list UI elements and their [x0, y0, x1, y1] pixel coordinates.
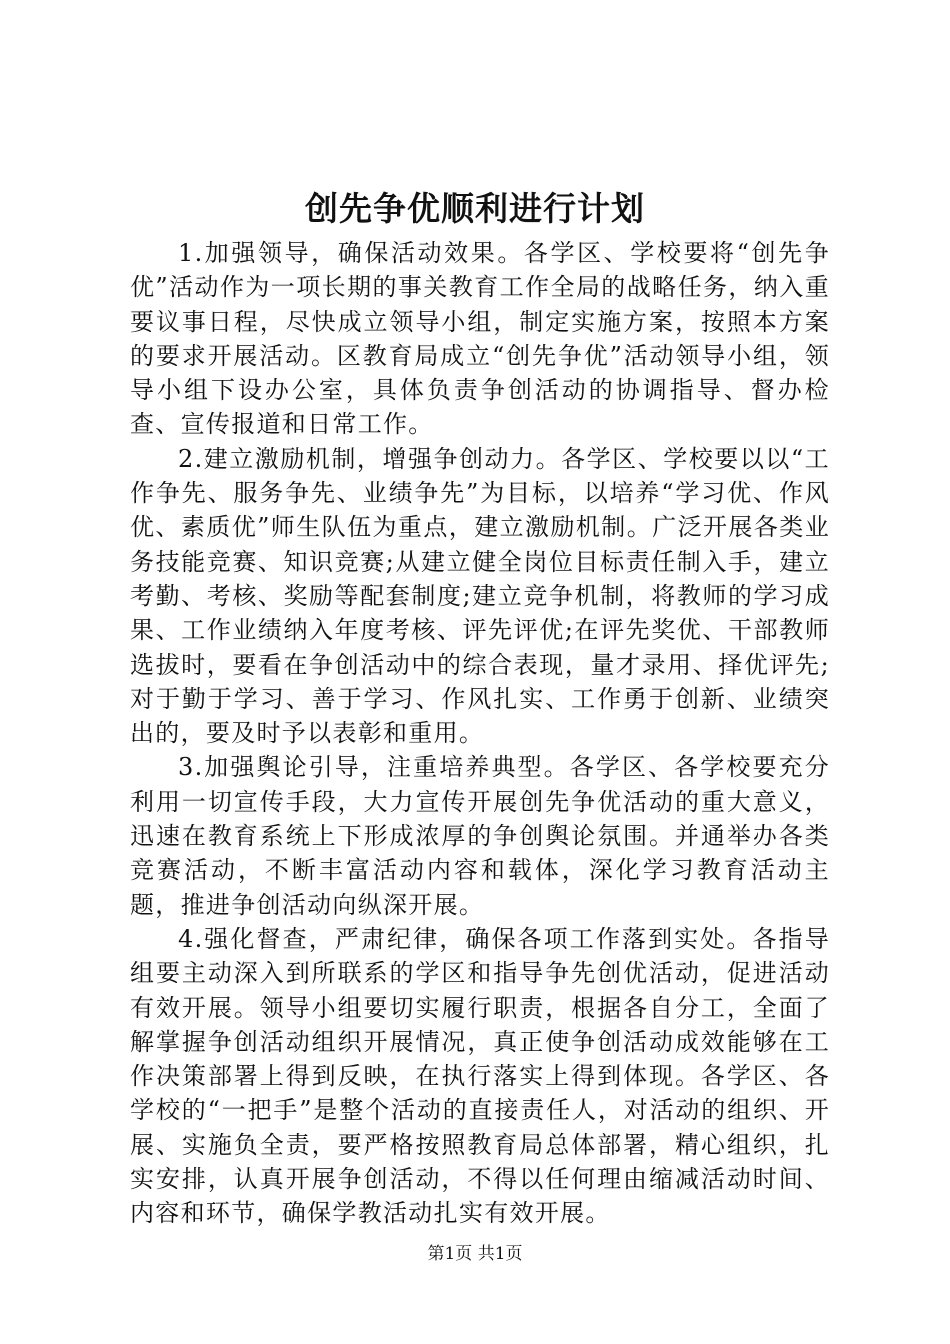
paragraph-1: 1.加强领导，确保活动效果。各学区、学校要将“创先争优”活动作为一项长期的事关教育工作全局的战略任务，纳入重要议事日程，尽快成立领导小组，制定实施方案，按照本方案的要求开展活动。区教育局成立“创先争优”活动领导小组，领导小组下设办公室，具体负责争创活动的协调指导、督办检查、宣传报道和日常工作。	[130, 239, 830, 439]
paragraph-4: 4.强化督查，严肃纪律，确保各项工作落到实处。各指导组要主动深入到所联系的学区和指导争先创优活动，促进活动有效开展。领导小组要切实履行职责，根据各自分工，全面了解掌握争创活动组织开展情况，真正使争创活动成效能够在工作决策部署上得到反映，在执行落实上得到体现。各学区、各学校的“一把手”是整个活动的直接责任人，对活动的组织、开展、实施负全责，要严格按照教育局总体部署，精心组织，扎实安排，认真开展争创活动，不得以任何理由缩减活动时间、内容和环节，确保学教活动扎实有效开展。	[130, 924, 830, 1228]
page-number-footer: 第1页 共1页	[427, 1244, 523, 1264]
paragraph-3: 3.加强舆论引导，注重培养典型。各学区、各学校要充分利用一切宣传手段，大力宣传开展创先争优活动的重大意义，迅速在教育系统上下形成浓厚的争创舆论氛围。并通举办各类竞赛活动，不断丰富活动内容和载体，深化学习教育活动主题，推进争创活动向纵深开展。	[130, 753, 830, 919]
document-body	[130, 236, 830, 1231]
document-title: 创先争优顺利进行计划	[305, 189, 645, 228]
paragraph-2: 2.建立激励机制，增强争创动力。各学区、学校要以以“工作争先、服务争先、业绩争先”为目标，以培养“学习优、作风优、素质优”师生队伍为重点，建立激励机制。广泛开展各类业务技能竞赛、知识竞赛;从建立健全岗位目标责任制入手，建立考勤、考核、奖励等配套制度;建立竞争机制，将教师的学习成果、工作业绩纳入年度考核、评先评优;在评先奖优、干部教师选拔时，要看在争创活动中的综合表现，量才录用、择优评先;对于勤于学习、善于学习、作风扎实、工作勇于创新、业绩突出的，要及时予以表彰和重用。	[130, 444, 830, 748]
